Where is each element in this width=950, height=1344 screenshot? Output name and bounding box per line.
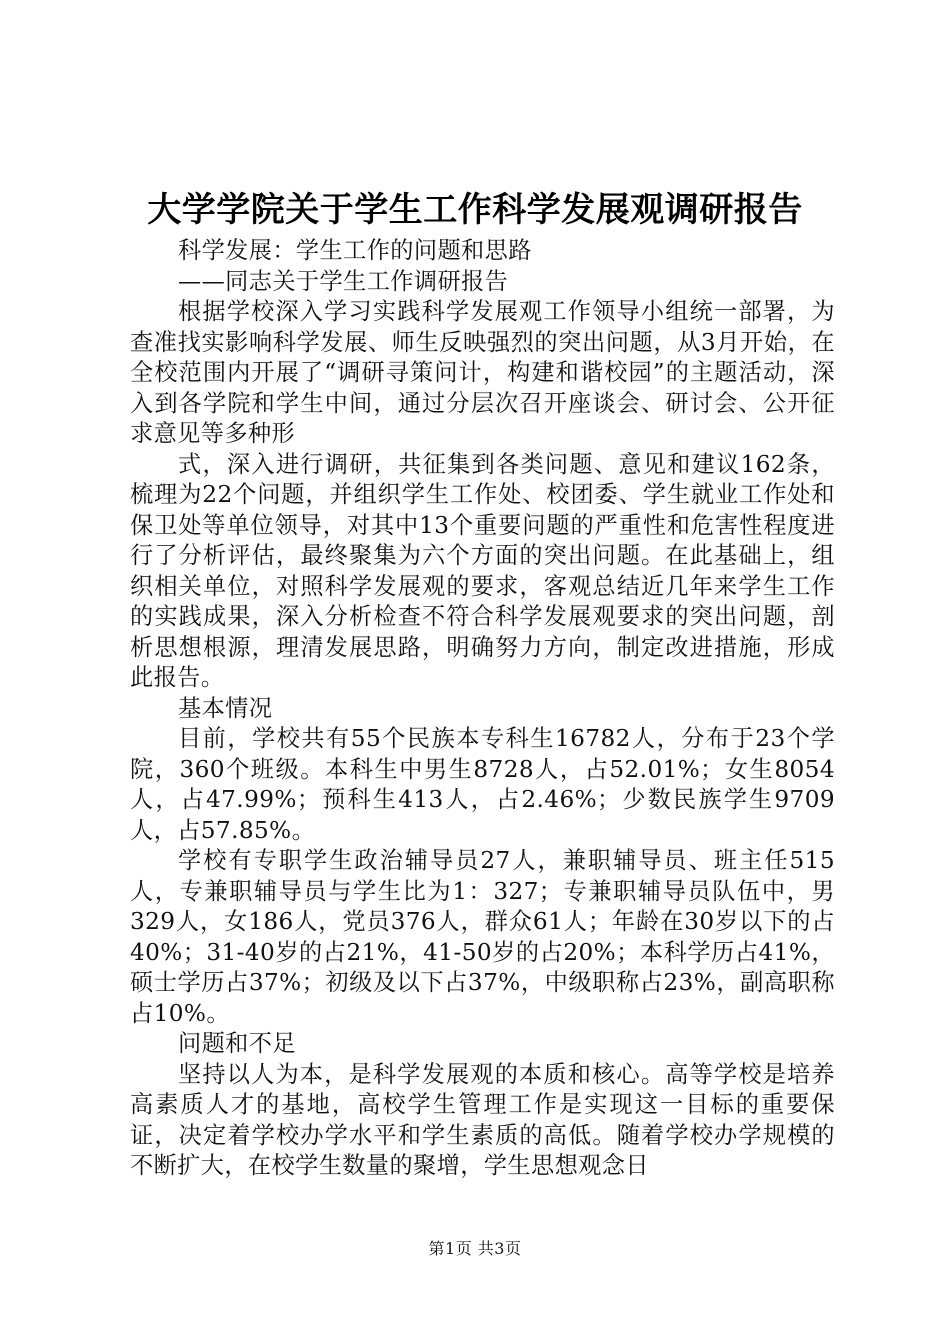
paragraph-problems: 坚持以人为本，是科学发展观的本质和核心。高等学校是培养高素质人才的基地，高校学生管理工作是实现这一目标的重要保证，决定着学校办学水平和学生素质的高低。随着学校办学规模的不断扩大，在校学生数量的聚增，学生思想观念日 bbox=[130, 1060, 835, 1179]
paragraph-method: 式，深入进行调研，共征集到各类问题、意见和建议162条，梳理为22个问题，并组织学生工作处、校团委、学生就业工作处和保卫处等单位领导，对其中13个重要问题的严重性和危害性程度进行了分析评估，最终聚集为六个方面的突出问题。在此基础上，组织相关单位，对照科学发展观的要求，客观总结近几年来学生工作的实践成果，深入分析检查不符合科学发展观要求的突出问题，剖析思想根源，理清发展思路，明确努力方向，制定改进措施，形成此报告。 bbox=[130, 450, 835, 691]
subtitle-author-line: ——同志关于学生工作调研报告 bbox=[178, 267, 509, 295]
section-heading-problems: 问题和不足 bbox=[178, 1030, 296, 1057]
document-title: 大学学院关于学生工作科学发展观调研报告 bbox=[147, 190, 803, 230]
paragraph-intro: 根据学校深入学习实践科学发展观工作领导小组统一部署，为查准找实影响科学发展、师生反映强烈的突出问题，从3月开始，在全校范围内开展了“调研寻策问计，构建和谐校园”的主题活动，深入到各学院和学生中间，通过分层次召开座谈会、研讨会、公开征求意见等多种形 bbox=[130, 298, 835, 447]
paragraph-counselors: 学校有专职学生政治辅导员27人，兼职辅导员、班主任515人，专兼职辅导员与学生比为1：327；专兼职辅导员队伍中，男329人，女186人，党员376人，群众61人；年龄在30岁以下的占40%；31-40岁的占21%，41-50岁的占20%；本科学历占41%，硕士学历占37%；初级及以下占37%，中级职称占23%，副高职称占10%。 bbox=[130, 847, 835, 1027]
section-heading-basic: 基本情况 bbox=[178, 694, 273, 722]
page-footer: 第1页 共3页 bbox=[428, 1239, 522, 1258]
document-body bbox=[130, 236, 835, 1182]
paragraph-students: 目前，学校共有55个民族本专科生16782人，分布于23个学院，360个班级。本科生中男生8728人，占52.01%；女生8054人，占47.99%；预科生413人，占2.46%；少数民族学生9709人，占57.85%。 bbox=[130, 725, 835, 844]
subtitle-line: 科学发展：学生工作的问题和思路 bbox=[178, 237, 532, 264]
